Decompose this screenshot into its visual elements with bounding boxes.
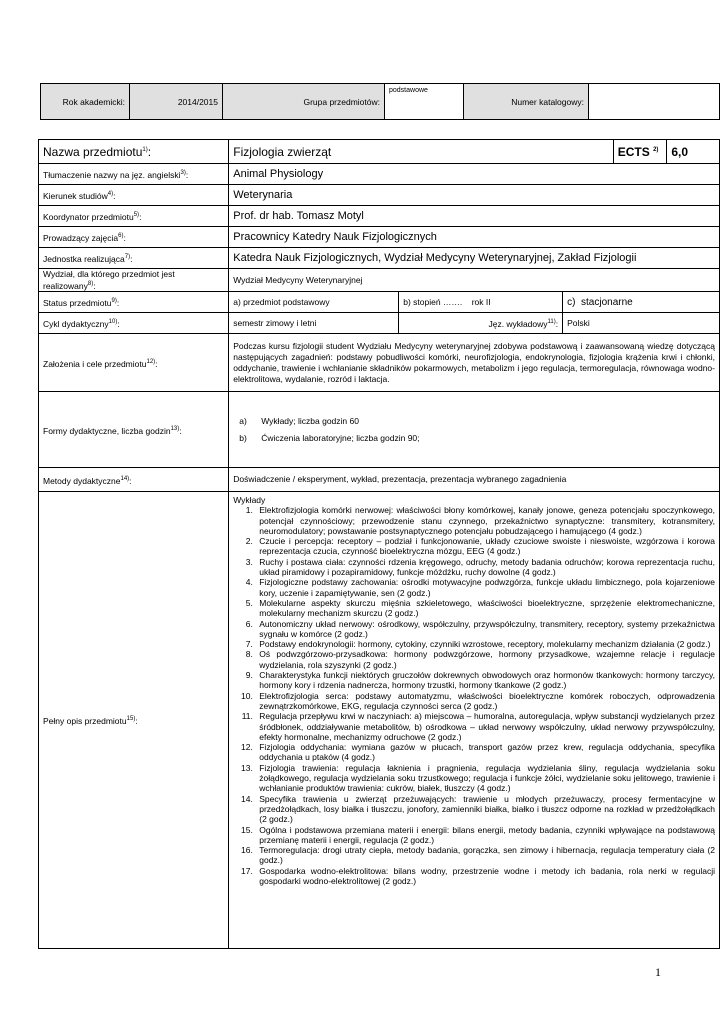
- teachers-label: Prowadzący zajęcia$^{6)}$:: [39, 227, 229, 248]
- course-table: [38, 139, 720, 949]
- list-item: 10. Elektrofizjologia serca: podstawy automatyzmu, właściwości bioelektryczne komórek roboczych, odprowadzenia zewnątrzkomórkowe, EKG, regulacja czynności serca (2 godz.): [255, 691, 715, 712]
- unit-label: Jednostka realizująca$^{7)}$:: [39, 248, 229, 269]
- coordinator-label: Koordynator przedmiotu$^{5)}$:: [39, 206, 229, 227]
- direction-label: Kierunek studiów$^{4)}$:: [39, 185, 229, 206]
- row-course-name: [39, 140, 720, 164]
- teachers-value: Pracownicy Katedry Nauk Fizjologicznych: [229, 227, 720, 248]
- list-item: 6. Autonomiczny układ nerwowy: ośrodkowy, współczulny, przywspółczulny, transmitery, receptory, systemy przekaźnictwa sygnału w komórce (2 godz.): [255, 619, 715, 640]
- language-value: Polski: [563, 313, 720, 334]
- catalog-label: Numer katalogowy:: [464, 84, 589, 120]
- status-label: Status przedmiotu$^{9)}$:: [39, 292, 229, 313]
- status-a: a) przedmiot podstawowy: [229, 292, 399, 313]
- description-label: Pełny opis przedmiotu$^{15)}$:: [39, 492, 229, 949]
- list-item: 2. Czucie i percepcja: receptory – podział i funkcjonowanie, układy czuciowe swoiste i nieswoiste, wzgórzowa i korowa reprezentacja czucia, czynność bioelektryczna mózgu, EEG (4 godz.): [255, 536, 715, 557]
- english-name-value: Animal Physiology: [229, 164, 720, 185]
- unit-value: Katedra Nauk Fizjologicznych, Wydział Medycyny Weterynaryjnej, Zakład Fizjologii: [229, 248, 720, 269]
- list-item: 9. Charakterystyka funkcji niektórych gruczołów dokrewnych obwodowych oraz hormonów tkankowych: hormony tarczycy, hormony kory i rdzenia nadnercza, hormony trzustki, hormony tkankowe (2 godz.): [255, 670, 715, 691]
- catalog-value: [589, 84, 720, 120]
- ects-value: 6,0: [667, 140, 720, 164]
- list-item: 12. Fizjologia oddychania: wymiana gazów w płucach, transport gazów przez krew, regulacja oddychania, specyfika oddychania u ptaków (4 godz.): [255, 742, 715, 763]
- goals-value: Podczas kursu fizjologii student Wydziału Medycyny weterynaryjnej zdobywa podstawową i zaawansowaną wiedzę dotyczącą następujących zagadnień: podstawy pobudliwości komórki, neurofizjologia, endokrynologia, fizjologia krążenia krwi i chłonki, oddychanie, trawienie i wchłanianie składników pokarmowych, metabolizm i jego regulacja, termoregulacja, równowaga wodno-elektrolitowa, wydalanie, rozród i laktacja.: [229, 334, 720, 392]
- methods-value: Doświadczenie / eksperyment, wykład, prezentacja, prezentacja wybranego zagadnienia: [229, 468, 720, 492]
- description-heading: Wykłady: [233, 495, 266, 505]
- academic-year-value: 2014/2015: [130, 84, 223, 120]
- course-name-value: Fizjologia zwierząt: [229, 140, 614, 164]
- list-item: 7. Podstawy endokrynologii: hormony, cytokiny, czynniki wzrostowe, receptory, molekularny mechanizm działania (2 godz.): [255, 639, 715, 649]
- forms-label: Formy dydaktyczne, liczba godzin$^{13)}$:: [39, 392, 229, 468]
- list-item: 16. Termoregulacja: drogi utraty ciepła, metody badania, gorączka, sen zimowy i hibernacja, regulacja temperatury ciała (2 godz.): [255, 845, 715, 866]
- cycle-label: Cykl dydaktyczny$^{10)}$:: [39, 313, 229, 334]
- header-table: [40, 83, 720, 120]
- language-label: Jęz. wykładowy$^{11)}$:: [399, 313, 563, 334]
- status-b: b) stopień ……. rok II: [399, 292, 563, 313]
- list-item: 11. Regulacja przepływu krwi w naczyniach: a) miejscowa – humoralna, autoregulacja, wpływ substancji wydzielanych przez śródbłonek, oddziaływanie metabolitów, b) ośrodkowa – układ nerwowy współczulny, układ nerwowy przywspółczulny, efekty hormonalne, mechanizmy odruchowe (2 godz.): [255, 711, 715, 742]
- ects-label: ECTS $^{2)}$: [613, 140, 667, 164]
- list-item: 15. Ogólna i podstawowa przemiana materii i energii: bilans energii, metody badania, czynniki wpływające na podstawową przemianę materii i energii, regulacja (2 godz.): [255, 825, 715, 846]
- direction-value: Weterynaria: [229, 185, 720, 206]
- page-number: 1: [655, 965, 661, 979]
- list-item: 13. Fizjologia trawienia: regulacja łaknienia i pragnienia, regulacja wydzielania śliny, regulacja wydzielania soku żołądkowego, regulacja wydzielania soku trzustkowego; regulacja i funkcje żółci, wydzielanie soku jelitowego, trawienie i wchłanianie produktów trawienia: cukrów, białek, tłuszczy (4 godz.): [255, 763, 715, 794]
- list-item: 8. Oś podwzgórzowo-przysadkowa: hormony podwzgórzowe, hormony przysadkowe, wzajemne relacje i regulacje wydzielania, rola szyszynki (2 godz.): [255, 649, 715, 670]
- form-item: a) Wykłady; liczba godzin 60: [239, 415, 359, 426]
- list-item: 5. Molekularne aspekty skurczu mięśnia szkieletowego, właściwości bioelektryczne, sprzężenie elektromechaniczne, molekularny mechanizm skurczu (2 godz.): [255, 598, 715, 619]
- group-value: podstawowe: [385, 84, 464, 120]
- form-item: b) Ćwiczenia laboratoryjne; liczba godzin 90;: [239, 432, 420, 443]
- academic-year-label: Rok akademicki:: [41, 84, 130, 120]
- faculty-value: Wydział Medycyny Weterynaryjnej: [229, 269, 720, 292]
- description-list: [233, 505, 715, 886]
- coordinator-value: Prof. dr hab. Tomasz Motyl: [229, 206, 720, 227]
- list-item: 17. Gospodarka wodno-elektrolitowa: bilans wodny, przestrzenie wodne i metody ich badania, rola nerki w regulacji gospodarki wodno-elektrolitowej (2 godz.): [255, 866, 715, 887]
- course-name-label: Nazwa przedmiotu$^{1)}$:: [39, 140, 229, 164]
- list-item: 3. Ruchy i postawa ciała: czynności rdzenia kręgowego, odruchy, metody badania odruchów; korowa reprezentacja ruchu, układ piramidowy i pozapiramidowy, funkcje móżdżku, ruchy dowolne (4 godz.): [255, 557, 715, 578]
- methods-label: Metody dydaktyczne$^{14)}$:: [39, 468, 229, 492]
- status-c: c) stacjonarne: [563, 292, 720, 313]
- faculty-label: Wydział, dla którego przedmiot jest realizowany$^{8)}$:: [39, 269, 229, 292]
- list-item: 1. Elektrofizjologia komórki nerwowej: właściwości błony komórkowej, kanały jonowe, geneza potencjału spoczynkowego, potencjał czynnościowy; przewodzenie stanu czynnego, przekaźnictwo synaptyczne: transmitery, kotransmitery, neuromodulatory; powstawanie postsynaptycznego potencjału pobudzającego i hamującego (4 godz.): [255, 505, 715, 536]
- english-name-label: Tłumaczenie nazwy na jęz. angielski$^{3)}$:: [39, 164, 229, 185]
- group-label: Grupa przedmiotów:: [223, 84, 385, 120]
- forms-list: [233, 413, 715, 447]
- forms-cell: [229, 392, 720, 468]
- cycle-value: semestr zimowy i letni: [229, 313, 399, 334]
- list-item: 14. Specyfika trawienia u zwierząt przeżuwających: trawienie u młodych przeżuwaczy, procesy fermentacyjne w przedżołądkach, losy białka i tłuszczu, jonofory, zamienniki białka, białko i tłuszcz odporne na rozkład w przedżołądkach (2 godz.): [255, 794, 715, 825]
- goals-label: Założenia i cele przedmiotu$^{12)}$:: [39, 334, 229, 392]
- list-item: 4. Fizjologiczne podstawy zachowania: ośrodki motywacyjne podwzgórza, funkcje układu limbicznego, pola kojarzeniowe kory, uczenie i zapamiętywanie, sen (2 godz.): [255, 577, 715, 598]
- description-cell: [229, 492, 720, 949]
